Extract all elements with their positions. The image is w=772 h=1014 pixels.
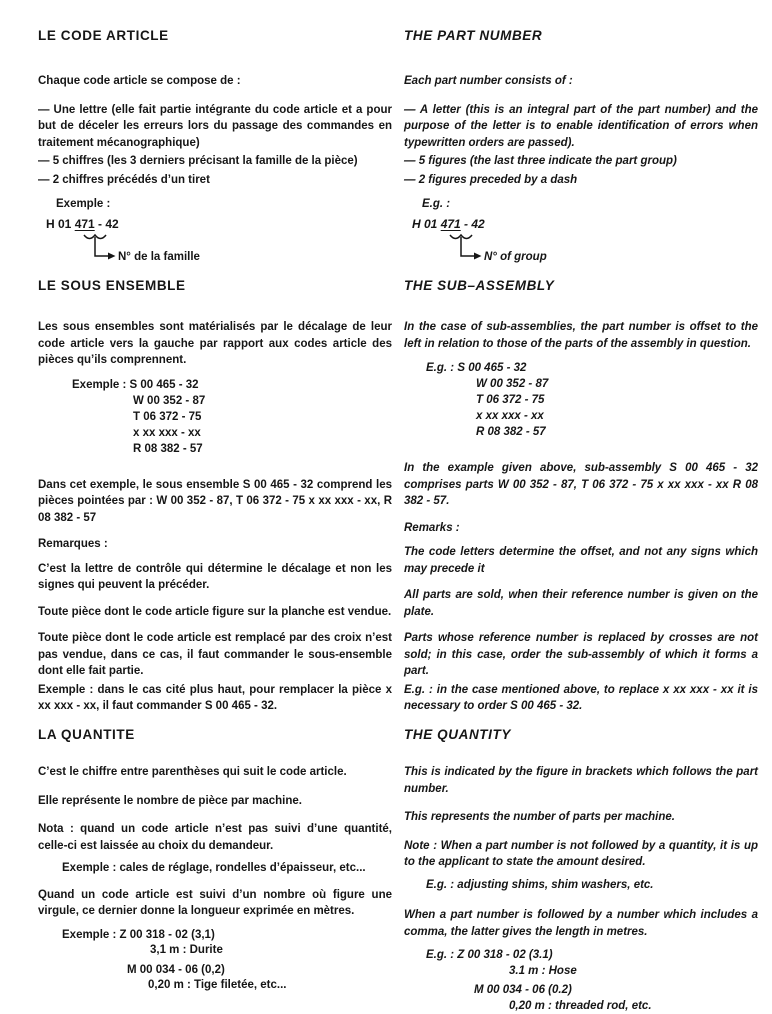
example-label: Exemple :: [72, 379, 126, 391]
annotation-text: N° of group: [484, 251, 547, 263]
code-prefix: H 01: [412, 217, 441, 231]
code-group-digits: 471: [441, 217, 461, 231]
example-label: Exemple :: [38, 196, 392, 213]
example-line: M 00 034 - 06 (0,2): [38, 963, 392, 979]
annotation-text: N° de la famille: [118, 251, 200, 263]
section-quantity-fr: [38, 727, 392, 994]
paragraph: Elle représente le nombre de pièce par machine.: [38, 793, 392, 810]
bullet-item: — 2 chiffres précédés d’un tiret: [38, 172, 392, 189]
paragraph: This is indicated by the figure in brackets which follows the part number.: [404, 764, 758, 797]
paragraph: This represents the number of parts per machine.: [404, 809, 758, 826]
example-line: 3.1 m : Hose: [404, 964, 758, 980]
section-part-number-fr: [38, 28, 392, 270]
example-line: Exemple : Z 00 318 - 02 (3,1): [38, 928, 392, 944]
code-suffix: - 42: [461, 217, 485, 231]
section-part-number-en: [404, 28, 758, 270]
code-line: x xx xxx - xx: [133, 425, 392, 441]
note-example: E.g. : adjusting shims, shim washers, etc.: [404, 877, 758, 894]
pointer-line: [95, 237, 108, 256]
code-line: R 08 382 - 57: [476, 424, 758, 440]
example-first-line: [404, 360, 758, 376]
remark-paragraph: E.g. : in the case mentioned above, to replace x xx xxx - xx it is necessary to order S 00 465 - 32.: [404, 682, 758, 715]
note-paragraph: Note : When a part number is not followed by a quantity, it is up to the applicant to state the amount desired.: [404, 838, 758, 871]
section-heading: LA QUANTITE: [38, 727, 392, 742]
bullet-item: — 2 figures preceded by a dash: [404, 172, 758, 189]
example-first-line: [38, 377, 392, 393]
code-list: [404, 376, 758, 440]
code-line: T 06 372 - 75: [476, 392, 758, 408]
intro-paragraph: Each part number consists of :: [404, 73, 758, 90]
part-group-pointer-graphic: [46, 232, 276, 270]
explanation-paragraph: Dans cet exemple, le sous ensemble S 00 465 - 32 comprend les pièces pointées par : W 00 352 - 87, T 06 372 - 75 x xx xxx - xx, R 08 382 - 57: [38, 477, 392, 527]
section-heading: THE SUB–ASSEMBLY: [404, 278, 758, 293]
french-column: [38, 24, 392, 984]
code-line: R 08 382 - 57: [133, 441, 392, 457]
intro-paragraph: Chaque code article se compose de :: [38, 73, 392, 90]
code-line: S 00 465 - 32: [130, 379, 199, 391]
example-line: 0,20 m : Tige filetée, etc...: [38, 978, 392, 994]
example-line: M 00 034 - 06 (0.2): [404, 983, 758, 999]
remarks-label: Remarques :: [38, 536, 392, 553]
code-line: W 00 352 - 87: [133, 393, 392, 409]
section-heading: THE QUANTITY: [404, 727, 758, 742]
example-label: E.g. :: [404, 196, 758, 213]
code-line: W 00 352 - 87: [476, 376, 758, 392]
explanation-paragraph: In the example given above, sub-assembly S 00 465 - 32 comprises parts W 00 352 - 87, T 06 372 - 75 x xx xxx - xx R 08 382 - 57.: [404, 460, 758, 510]
example-line: E.g. : Z 00 318 - 02 (3.1): [404, 948, 758, 964]
bullet-item: — Une lettre (elle fait partie intégrante du code article et a pour but de déceler les erreurs lors du passage des commandes en traitement mécanographique): [38, 102, 392, 152]
code-line: T 06 372 - 75: [133, 409, 392, 425]
example-line: 0,20 m : threaded rod, etc.: [404, 999, 758, 1014]
intro-paragraph: In the case of sub-assemblies, the part number is offset to the left in relation to those of the parts of the assembly in question.: [404, 319, 758, 352]
intro-paragraph: Les sous ensembles sont matérialisés par le décalage de leur code article vers la gauche par rapport aux codes article des pièces qu’ils comprennent.: [38, 319, 392, 369]
bullet-item: — 5 chiffres (les 3 derniers précisant la famille de la pièce): [38, 153, 392, 170]
code-prefix: H 01: [46, 217, 75, 231]
length-example-block: [38, 928, 392, 994]
section-sub-assembly-en: [404, 278, 758, 715]
code-line: x xx xxx - xx: [476, 408, 758, 424]
part-group-pointer-graphic: [412, 232, 642, 270]
example-line: 3,1 m : Durite: [38, 943, 392, 959]
pointer-line: [461, 237, 474, 256]
remark-paragraph: Toute pièce dont le code article figure sur la planche est vendue.: [38, 604, 392, 621]
comma-rule-paragraph: Quand un code article est suivi d’un nombre où figure une virgule, ce dernier donne la longueur exprimée en mètres.: [38, 887, 392, 920]
remark-paragraph: Exemple : dans le cas cité plus haut, pour remplacer la pièce x xx xxx - xx, il faut commander S 00 465 - 32.: [38, 682, 392, 715]
code-group-digits: 471: [75, 217, 95, 231]
code-suffix: - 42: [95, 217, 119, 231]
section-quantity-en: [404, 727, 758, 1014]
code-line: S 00 465 - 32: [457, 362, 526, 374]
length-example-block: [404, 948, 758, 1014]
paragraph: C’est le chiffre entre parenthèses qui suit le code article.: [38, 764, 392, 781]
section-heading: THE PART NUMBER: [404, 28, 758, 43]
bullet-list: [38, 102, 392, 189]
bullet-list: [404, 102, 758, 189]
comma-rule-paragraph: When a part number is followed by a number which includes a comma, the latter gives the length in metres.: [404, 907, 758, 940]
example-label: E.g. :: [426, 362, 454, 374]
example-part-number: [404, 217, 758, 232]
bullet-item: — 5 figures (the last three indicate the part group): [404, 153, 758, 170]
section-heading: LE SOUS ENSEMBLE: [38, 278, 392, 293]
remark-paragraph: All parts are sold, when their reference number is given on the plate.: [404, 587, 758, 620]
code-list: [38, 393, 392, 457]
section-sub-assembly-fr: [38, 278, 392, 715]
remark-paragraph: The code letters determine the offset, and not any signs which may precede it: [404, 544, 758, 577]
english-column: [404, 24, 758, 984]
remark-paragraph: Toute pièce dont le code article est remplacé par des croix n’est pas vendue, dans ce cas, il faut commander le sous-ensemble dont elle fait partie.: [38, 630, 392, 680]
arrow-icon: [474, 252, 482, 259]
remark-paragraph: C’est la lettre de contrôle qui détermine le décalage et non les signes qui peuvent la précéder.: [38, 561, 392, 594]
arrow-icon: [108, 252, 116, 259]
remarks-label: Remarks :: [404, 520, 758, 537]
section-heading: LE CODE ARTICLE: [38, 28, 392, 43]
remark-paragraph: Parts whose reference number is replaced by crosses are not sold; in this case, order the sub-assembly of which it forms a part.: [404, 630, 758, 680]
note-paragraph: Nota : quand un code article n’est pas suivi d’une quantité, celle-ci est laissée au choix du demandeur.: [38, 821, 392, 854]
note-example: Exemple : cales de réglage, rondelles d’épaisseur, etc...: [38, 860, 392, 877]
example-code-block: [404, 360, 758, 440]
bullet-item: — A letter (this is an integral part of the part number) and the purpose of the letter is to enable identification of errors when typewritten orders are passed).: [404, 102, 758, 152]
example-part-number: [38, 217, 392, 232]
example-code-block: [38, 377, 392, 457]
